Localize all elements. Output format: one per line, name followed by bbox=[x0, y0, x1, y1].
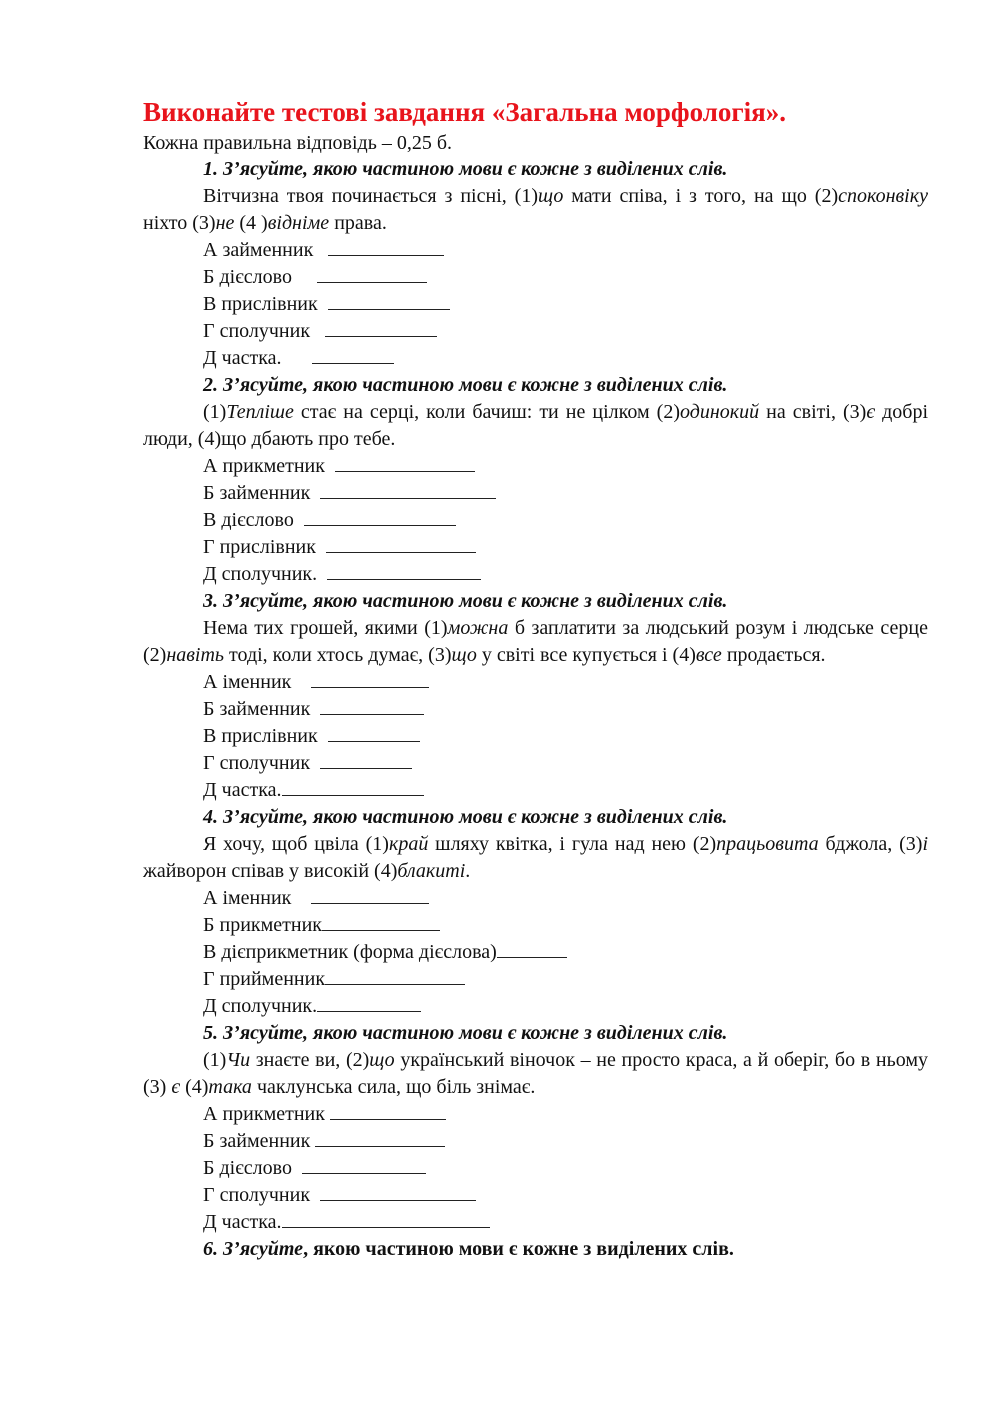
answer-blank[interactable] bbox=[497, 939, 567, 958]
question-4 bbox=[143, 804, 928, 1020]
answer-blank[interactable] bbox=[328, 723, 420, 742]
sentence-text: права. bbox=[329, 212, 387, 234]
question-number: 3. bbox=[203, 590, 218, 612]
answer-option bbox=[143, 966, 928, 993]
highlighted-word: одинокий bbox=[680, 401, 760, 423]
sentence-text: шляху квітка, і гула над нею (2) bbox=[428, 833, 717, 855]
answer-option bbox=[143, 1101, 928, 1128]
highlighted-word: працьовита bbox=[716, 833, 819, 855]
answer-option-label: Б займенник bbox=[203, 698, 321, 720]
sentence-text: у світі все купується і (4) bbox=[476, 644, 696, 666]
answer-blank[interactable] bbox=[317, 993, 421, 1012]
sentence-text: Нема тих грошей, якими (1) bbox=[203, 617, 448, 639]
answer-option bbox=[143, 1209, 928, 1236]
answer-option bbox=[143, 237, 928, 264]
answer-option-label: В прислівник bbox=[203, 725, 328, 747]
sentence-text: бджола, (3) bbox=[818, 833, 923, 855]
highlighted-word: що bbox=[451, 644, 477, 666]
answer-blank[interactable] bbox=[320, 480, 496, 499]
question-3 bbox=[143, 588, 928, 804]
answer-option bbox=[143, 993, 928, 1020]
question-heading bbox=[143, 588, 928, 615]
question-sentence bbox=[143, 399, 928, 453]
answer-blank[interactable] bbox=[322, 912, 440, 931]
answer-blank[interactable] bbox=[325, 318, 437, 337]
sentence-text: мати співа, і з того, на що (2) bbox=[563, 185, 839, 207]
answer-option bbox=[143, 345, 928, 372]
answer-option-label: А іменник bbox=[203, 887, 312, 909]
answer-option bbox=[143, 885, 928, 912]
question-heading-text: З’ясуйте, якою частиною мови є кожне з виділених слів. bbox=[223, 1022, 728, 1044]
answer-blank[interactable] bbox=[327, 561, 481, 580]
question-6 bbox=[143, 1236, 928, 1263]
highlighted-word: споконвіку bbox=[838, 185, 928, 207]
highlighted-word: відніме bbox=[267, 212, 330, 234]
sentence-text: стає на серці, коли бачиш: ти не цілком (2) bbox=[293, 401, 680, 423]
answer-option bbox=[143, 453, 928, 480]
sentence-text: знаєте ви, (2) bbox=[250, 1049, 370, 1071]
answer-option bbox=[143, 1182, 928, 1209]
answer-option bbox=[143, 669, 928, 696]
question-heading bbox=[143, 156, 928, 183]
question-number: 1. bbox=[203, 158, 218, 180]
highlighted-word: Чи bbox=[226, 1049, 251, 1071]
answer-option-label: Г прийменник bbox=[203, 968, 326, 990]
answer-option bbox=[143, 480, 928, 507]
sentence-text: б заплатити за людський розум і людське серце (2) bbox=[143, 617, 928, 666]
answer-option-label: Б прикметник bbox=[203, 914, 323, 936]
answer-option-label: Г прислівник bbox=[203, 536, 326, 558]
highlighted-word: не bbox=[215, 212, 235, 234]
highlighted-word: можна bbox=[447, 617, 509, 639]
answer-option-label: А займенник bbox=[203, 239, 329, 261]
sentence-text: (1) bbox=[203, 1049, 227, 1071]
sentence-text: (4 ) bbox=[234, 212, 268, 234]
question-heading bbox=[143, 372, 928, 399]
sentence-text: Я хочу, щоб цвіла (1) bbox=[203, 833, 389, 855]
page-title: Виконайте тестові завдання «Загальна морфологія». bbox=[143, 97, 787, 127]
answer-option bbox=[143, 318, 928, 345]
highlighted-word: край bbox=[388, 833, 429, 855]
answer-blank[interactable] bbox=[317, 264, 427, 283]
answer-blank[interactable] bbox=[304, 507, 456, 526]
sentence-text: . bbox=[465, 860, 471, 882]
question-heading-text: З’ясуйте, якою частиною мови є кожне з виділених слів. bbox=[223, 374, 728, 396]
answer-option-label: Г сполучник bbox=[203, 320, 326, 342]
answer-option bbox=[143, 912, 928, 939]
question-6-heading bbox=[143, 1236, 928, 1263]
answer-option-label: Д сполучник. bbox=[203, 563, 328, 585]
heading-rest: , якою частиною мови є кожне з виділених слів. bbox=[303, 1238, 734, 1260]
answer-option bbox=[143, 507, 928, 534]
question-2 bbox=[143, 372, 928, 588]
answer-option-label: Д частка. bbox=[203, 347, 312, 369]
scoring-note: Кожна правильна відповідь – 0,25 б. bbox=[143, 132, 453, 154]
sentence-text: ніхто (3) bbox=[143, 212, 216, 234]
answer-option-label: Б займенник bbox=[203, 1130, 316, 1152]
question-number: 6. bbox=[203, 1238, 218, 1260]
highlighted-word: блакиті bbox=[397, 860, 466, 882]
answer-option-label: А прикметник bbox=[203, 455, 335, 477]
answer-blank[interactable] bbox=[320, 750, 412, 769]
question-heading bbox=[143, 1020, 928, 1047]
answer-option bbox=[143, 696, 928, 723]
sentence-text: жайворон співав у високій (4) bbox=[143, 860, 398, 882]
sentence-text: український віночок – не просто краса, а й оберіг, бо в ньому (3) bbox=[143, 1049, 928, 1098]
highlighted-word: є bbox=[171, 1076, 181, 1098]
answer-blank[interactable] bbox=[325, 966, 465, 985]
question-heading-text: З’ясуйте, якою частиною мови є кожне з виділених слів. bbox=[223, 590, 728, 612]
question-number: 4. bbox=[203, 806, 218, 828]
answer-option-label: Б займенник bbox=[203, 482, 321, 504]
question-number: 2. bbox=[203, 374, 218, 396]
highlighted-word: така bbox=[208, 1076, 252, 1098]
question-heading bbox=[143, 804, 928, 831]
answer-option-label: Б дієслово bbox=[203, 266, 317, 288]
answer-option-label: Д частка. bbox=[203, 1211, 282, 1233]
answer-blank[interactable] bbox=[320, 696, 424, 715]
answer-option bbox=[143, 723, 928, 750]
sentence-text: (4) bbox=[180, 1076, 209, 1098]
highlighted-word: Тепліше bbox=[226, 401, 294, 423]
worksheet-content bbox=[143, 94, 928, 1263]
sentence-text: чаклунська сила, що біль знімає. bbox=[251, 1076, 536, 1098]
answer-option-label: В прислівник bbox=[203, 293, 328, 315]
answer-blank[interactable] bbox=[330, 1101, 446, 1120]
sentence-text: добрі люди, (4)що дбають про тебе. bbox=[143, 401, 929, 450]
answer-blank[interactable] bbox=[328, 291, 450, 310]
question-sentence bbox=[143, 183, 928, 237]
question-number: 5. bbox=[203, 1022, 218, 1044]
question-sentence bbox=[143, 1047, 928, 1101]
highlighted-word: що bbox=[537, 185, 564, 207]
answer-option bbox=[143, 750, 928, 777]
answer-option-label: Д частка. bbox=[203, 779, 282, 801]
question-sentence bbox=[143, 831, 928, 885]
answer-option-label: Д сполучник. bbox=[203, 995, 318, 1017]
answer-blank[interactable] bbox=[302, 1155, 426, 1174]
answer-option-label: Б дієслово bbox=[203, 1157, 302, 1179]
highlighted-word: навіть bbox=[166, 644, 225, 666]
answer-blank[interactable] bbox=[282, 1209, 490, 1228]
answer-option-label: А прикметник bbox=[203, 1103, 330, 1125]
answer-option bbox=[143, 939, 928, 966]
answer-blank[interactable] bbox=[320, 1182, 476, 1201]
highlighted-word: що bbox=[369, 1049, 395, 1071]
highlighted-word: є bbox=[866, 401, 876, 423]
answer-blank[interactable] bbox=[335, 453, 475, 472]
answer-option-label: А іменник bbox=[203, 671, 312, 693]
sentence-text: (1) bbox=[203, 401, 227, 423]
answer-blank[interactable] bbox=[326, 534, 476, 553]
answer-option-label: Г сполучник bbox=[203, 1184, 321, 1206]
answer-blank[interactable] bbox=[328, 237, 444, 256]
answer-option bbox=[143, 291, 928, 318]
answer-blank[interactable] bbox=[282, 777, 424, 796]
answer-option-label: В дієприкметник (форма дієслова) bbox=[203, 941, 497, 963]
answer-option bbox=[143, 777, 928, 804]
question-1 bbox=[143, 156, 928, 372]
heading-start: З’ясуйте bbox=[223, 1238, 304, 1260]
answer-blank[interactable] bbox=[311, 885, 429, 904]
question-heading-text: З’ясуйте, якою частиною мови є кожне з виділених слів. bbox=[223, 806, 728, 828]
answer-option-label: Г сполучник bbox=[203, 752, 321, 774]
questions-list bbox=[143, 156, 928, 1236]
sentence-text: тоді, коли хтось думає, (3) bbox=[224, 644, 452, 666]
answer-option bbox=[143, 1155, 928, 1182]
answer-blank[interactable] bbox=[315, 1128, 445, 1147]
sentence-text: на світі, (3) bbox=[759, 401, 867, 423]
answer-blank[interactable] bbox=[311, 669, 429, 688]
highlighted-word: все bbox=[695, 644, 722, 666]
answer-option bbox=[143, 264, 928, 291]
sentence-text: Вітчизна твоя починається з пісні, (1) bbox=[203, 185, 538, 207]
answer-option bbox=[143, 1128, 928, 1155]
sentence-text: продається. bbox=[721, 644, 826, 666]
question-heading-text: З’ясуйте, якою частиною мови є кожне з виділених слів. bbox=[223, 158, 728, 180]
highlighted-word: і bbox=[922, 833, 929, 855]
answer-option bbox=[143, 534, 928, 561]
answer-option bbox=[143, 561, 928, 588]
answer-blank[interactable] bbox=[312, 345, 394, 364]
answer-option-label: В дієслово bbox=[203, 509, 304, 531]
question-5 bbox=[143, 1020, 928, 1236]
question-sentence bbox=[143, 615, 928, 669]
